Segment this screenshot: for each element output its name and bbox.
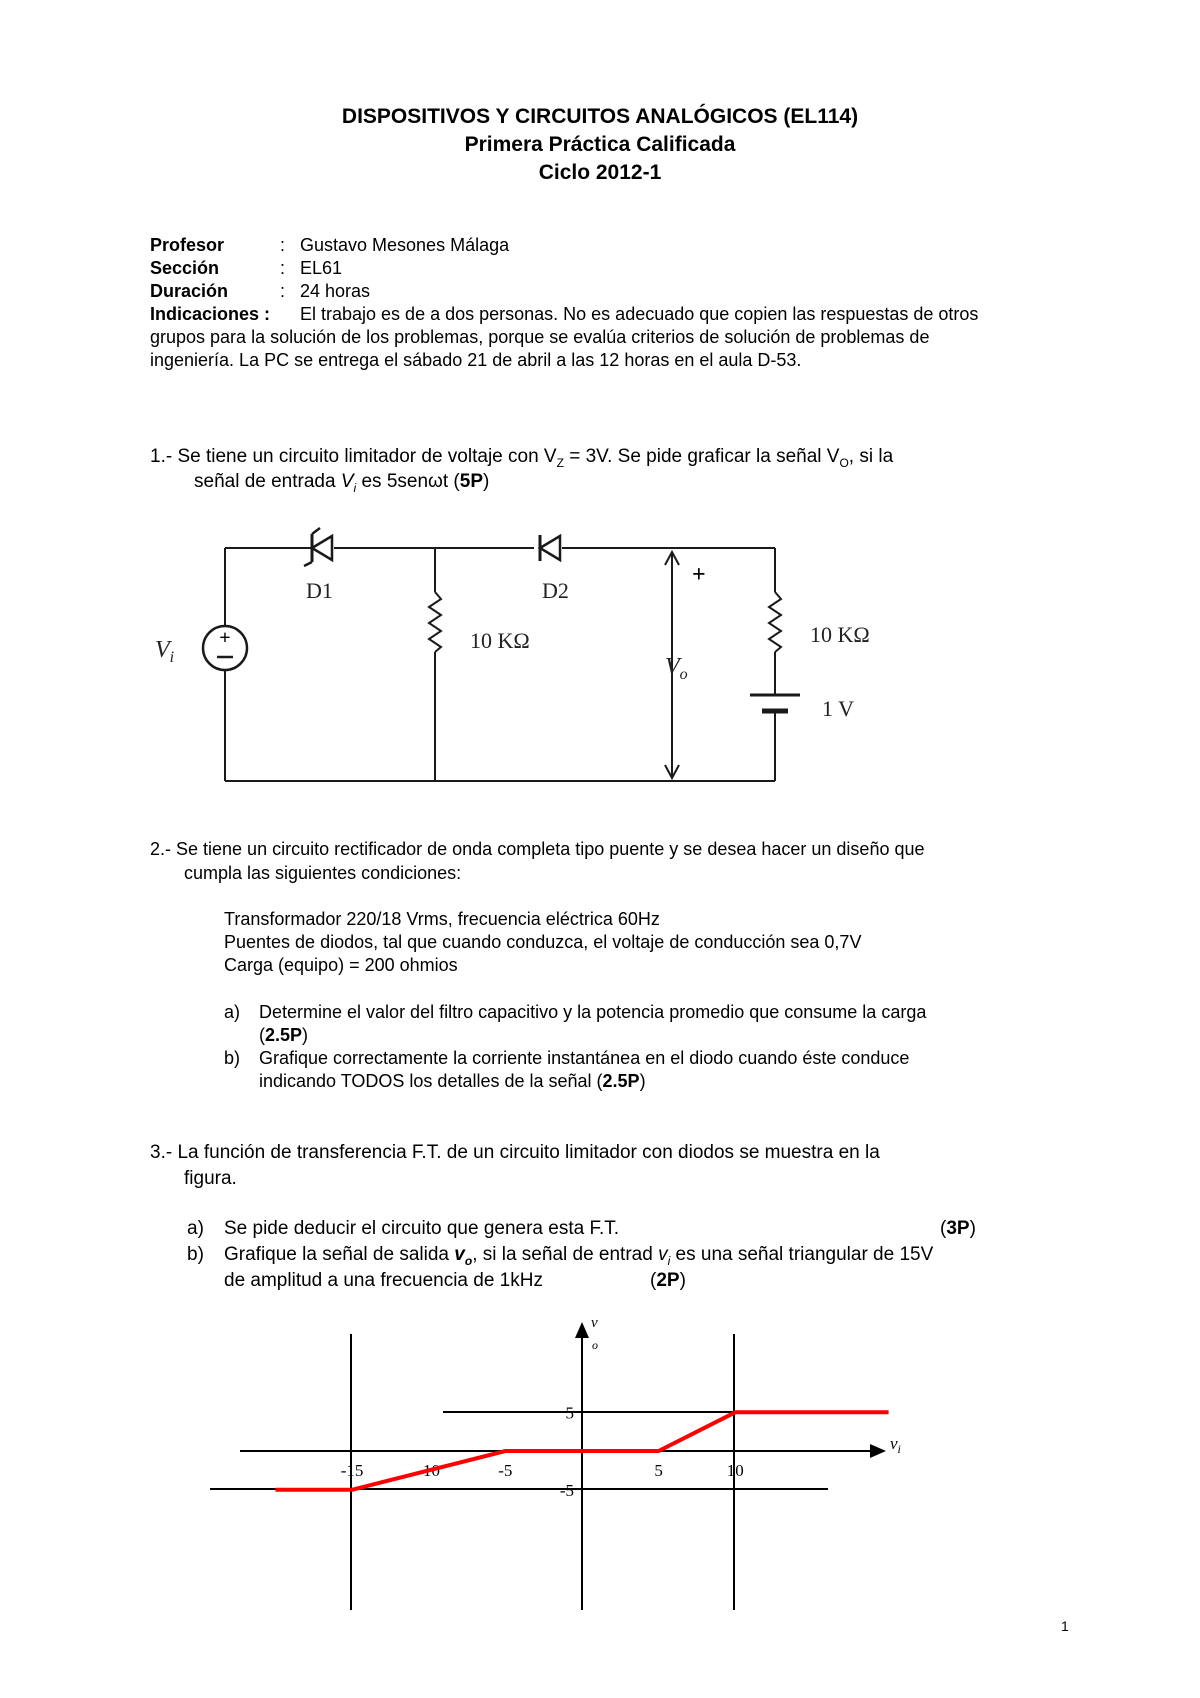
q1-text-b: = 3V. Se pide graficar la señal V xyxy=(563,446,840,467)
q1-text-c: , si la xyxy=(848,446,894,467)
q3-a-label: a) xyxy=(187,1218,204,1239)
battery-label: 1 V xyxy=(822,696,854,721)
q1-sub-z: Z xyxy=(556,455,564,470)
colon: : xyxy=(280,258,286,278)
x-tick-label: -15 xyxy=(340,1461,364,1480)
indicaciones-line2: grupos para la solución de los problemas, porque se evalúa criterios de solución de problemas de xyxy=(150,327,930,347)
q2-a-points: 2.5P xyxy=(265,1025,303,1045)
q2-line2: cumpla las siguientes condiciones: xyxy=(184,863,462,883)
y-axis-arrow-icon xyxy=(575,1322,589,1338)
seccion-label: Sección xyxy=(150,258,220,278)
q3-a-open: ( xyxy=(940,1218,947,1239)
vi-label-sub: i xyxy=(169,649,175,666)
d2-label: D2 xyxy=(542,578,569,603)
page-number: 1 xyxy=(1061,1618,1069,1634)
q1-line2-b: es 5senωt ( xyxy=(356,471,460,492)
x-axis-label xyxy=(890,1434,901,1456)
q3-b-text2: , si la señal de entrad xyxy=(472,1244,659,1265)
y-axis-label-letter: v xyxy=(591,1315,598,1331)
q1-text-a: 1.- Se tiene un circuito limitador de voltaje con V xyxy=(150,446,557,467)
q3-b-vi: v xyxy=(658,1244,668,1265)
q3-b-line2: de amplitud a una frecuencia de 1kHz xyxy=(224,1270,543,1291)
q3-b-open: ( xyxy=(650,1270,657,1291)
q3-b-vo-sub: o xyxy=(464,1253,473,1268)
q1-line2-a: señal de entrada xyxy=(194,471,341,492)
q3-b-vo: v xyxy=(454,1244,465,1265)
chart-guide-lines xyxy=(210,1334,874,1610)
vo-label-sub: o xyxy=(679,666,688,683)
seccion-value: EL61 xyxy=(300,258,343,278)
profesor-label: Profesor xyxy=(150,235,225,255)
q2-a-label: a) xyxy=(224,1002,241,1022)
q2-b-text2-span: indicando TODOS los detalles de la señal ( xyxy=(259,1071,603,1091)
q1-sub-o: O xyxy=(839,455,849,470)
q3-b-close: ) xyxy=(679,1270,686,1291)
duracion-value: 24 horas xyxy=(300,281,371,301)
q3-b-points: 2P xyxy=(656,1270,680,1291)
q1-points: 5P xyxy=(459,471,483,492)
q3-line2: figura. xyxy=(184,1168,237,1189)
vi-label-v: V xyxy=(155,637,170,663)
indicaciones-line1: El trabajo es de a dos personas. No es adecuado que copien las respuestas de otros xyxy=(300,304,979,324)
vo-plus-label: + xyxy=(692,562,706,588)
colon: : xyxy=(280,281,286,301)
q2-line1: 2.- Se tiene un circuito rectificador de onda completa tipo puente y se desea hacer un diseño que xyxy=(150,839,925,859)
q1-close: ) xyxy=(483,471,490,492)
x-axis-arrow-icon xyxy=(870,1444,886,1458)
q3-b-text1: Grafique la señal de salida xyxy=(224,1244,455,1265)
q3-b-label: b) xyxy=(187,1244,204,1265)
vo-label-v: V xyxy=(665,654,680,680)
q3-a-points: 3P xyxy=(946,1218,970,1239)
doc-cycle: Ciclo 2012-1 xyxy=(538,161,662,184)
source-plus: + xyxy=(219,627,231,649)
q3-b-text3: es una señal triangular de 15V xyxy=(670,1244,934,1265)
x-axis-label-sub: i xyxy=(897,1442,901,1456)
d1-label: D1 xyxy=(306,578,333,603)
q1-vi-sub: i xyxy=(353,480,357,495)
q3-a-text: Se pide deducir el circuito que genera esta F.T. xyxy=(224,1218,620,1239)
q3-line1: 3.- La función de transferencia F.T. de un circuito limitador con diodos se muestra en la xyxy=(150,1142,880,1163)
q2-b-label: b) xyxy=(224,1048,241,1068)
r2-label: 10 KΩ xyxy=(810,622,870,647)
duracion-label: Duración xyxy=(150,281,229,301)
q2-b-close: ) xyxy=(639,1071,646,1091)
x-tick-label: 5 xyxy=(654,1461,663,1480)
profesor-value: Gustavo Mesones Málaga xyxy=(300,235,510,255)
y-tick-label: -5 xyxy=(559,1480,574,1500)
y-axis-label-sub: o xyxy=(592,1338,598,1352)
q2-condition-2: Puentes de diodos, tal que cuando conduzca, el voltaje de conducción sea 0,7V xyxy=(224,932,862,952)
q2-a-open: ( xyxy=(259,1025,265,1045)
indicaciones-line3: ingeniería. La PC se entrega el sábado 21 de abril a las 12 horas en el aula D-53. xyxy=(150,350,802,370)
x-tick-label: -10 xyxy=(417,1461,441,1480)
q2-b-text: Grafique correctamente la corriente instantánea en el diodo cuando éste conduce xyxy=(259,1048,910,1068)
y-tick-label: 5 xyxy=(565,1403,574,1423)
colon: : xyxy=(280,235,286,255)
x-axis-label-letter: v xyxy=(890,1434,898,1453)
q1-vi: V xyxy=(340,471,354,492)
q2-condition-1: Transformador 220/18 Vrms, frecuencia eléctrica 60Hz xyxy=(224,909,660,929)
q2-b-points: 2.5P xyxy=(602,1071,640,1091)
q2-condition-3: Carga (equipo) = 200 ohmios xyxy=(224,955,458,975)
x-tick-label: 10 xyxy=(726,1461,744,1480)
q2-a-text: Determine el valor del filtro capacitivo y la potencia promedio que consume la carga xyxy=(259,1002,927,1022)
r1-label: 10 KΩ xyxy=(470,628,530,653)
x-tick-label: -5 xyxy=(498,1461,513,1480)
q3-b-vi-sub: i xyxy=(667,1253,671,1268)
doc-title: DISPOSITIVOS Y CIRCUITOS ANALÓGICOS (EL114) xyxy=(341,105,859,128)
doc-subtitle: Primera Práctica Calificada xyxy=(464,133,736,156)
q3-a-close: ) xyxy=(969,1218,976,1239)
q2-a-close: ) xyxy=(302,1025,309,1045)
y-axis-label xyxy=(591,1315,598,1352)
indicaciones-label: Indicaciones : xyxy=(150,304,271,324)
